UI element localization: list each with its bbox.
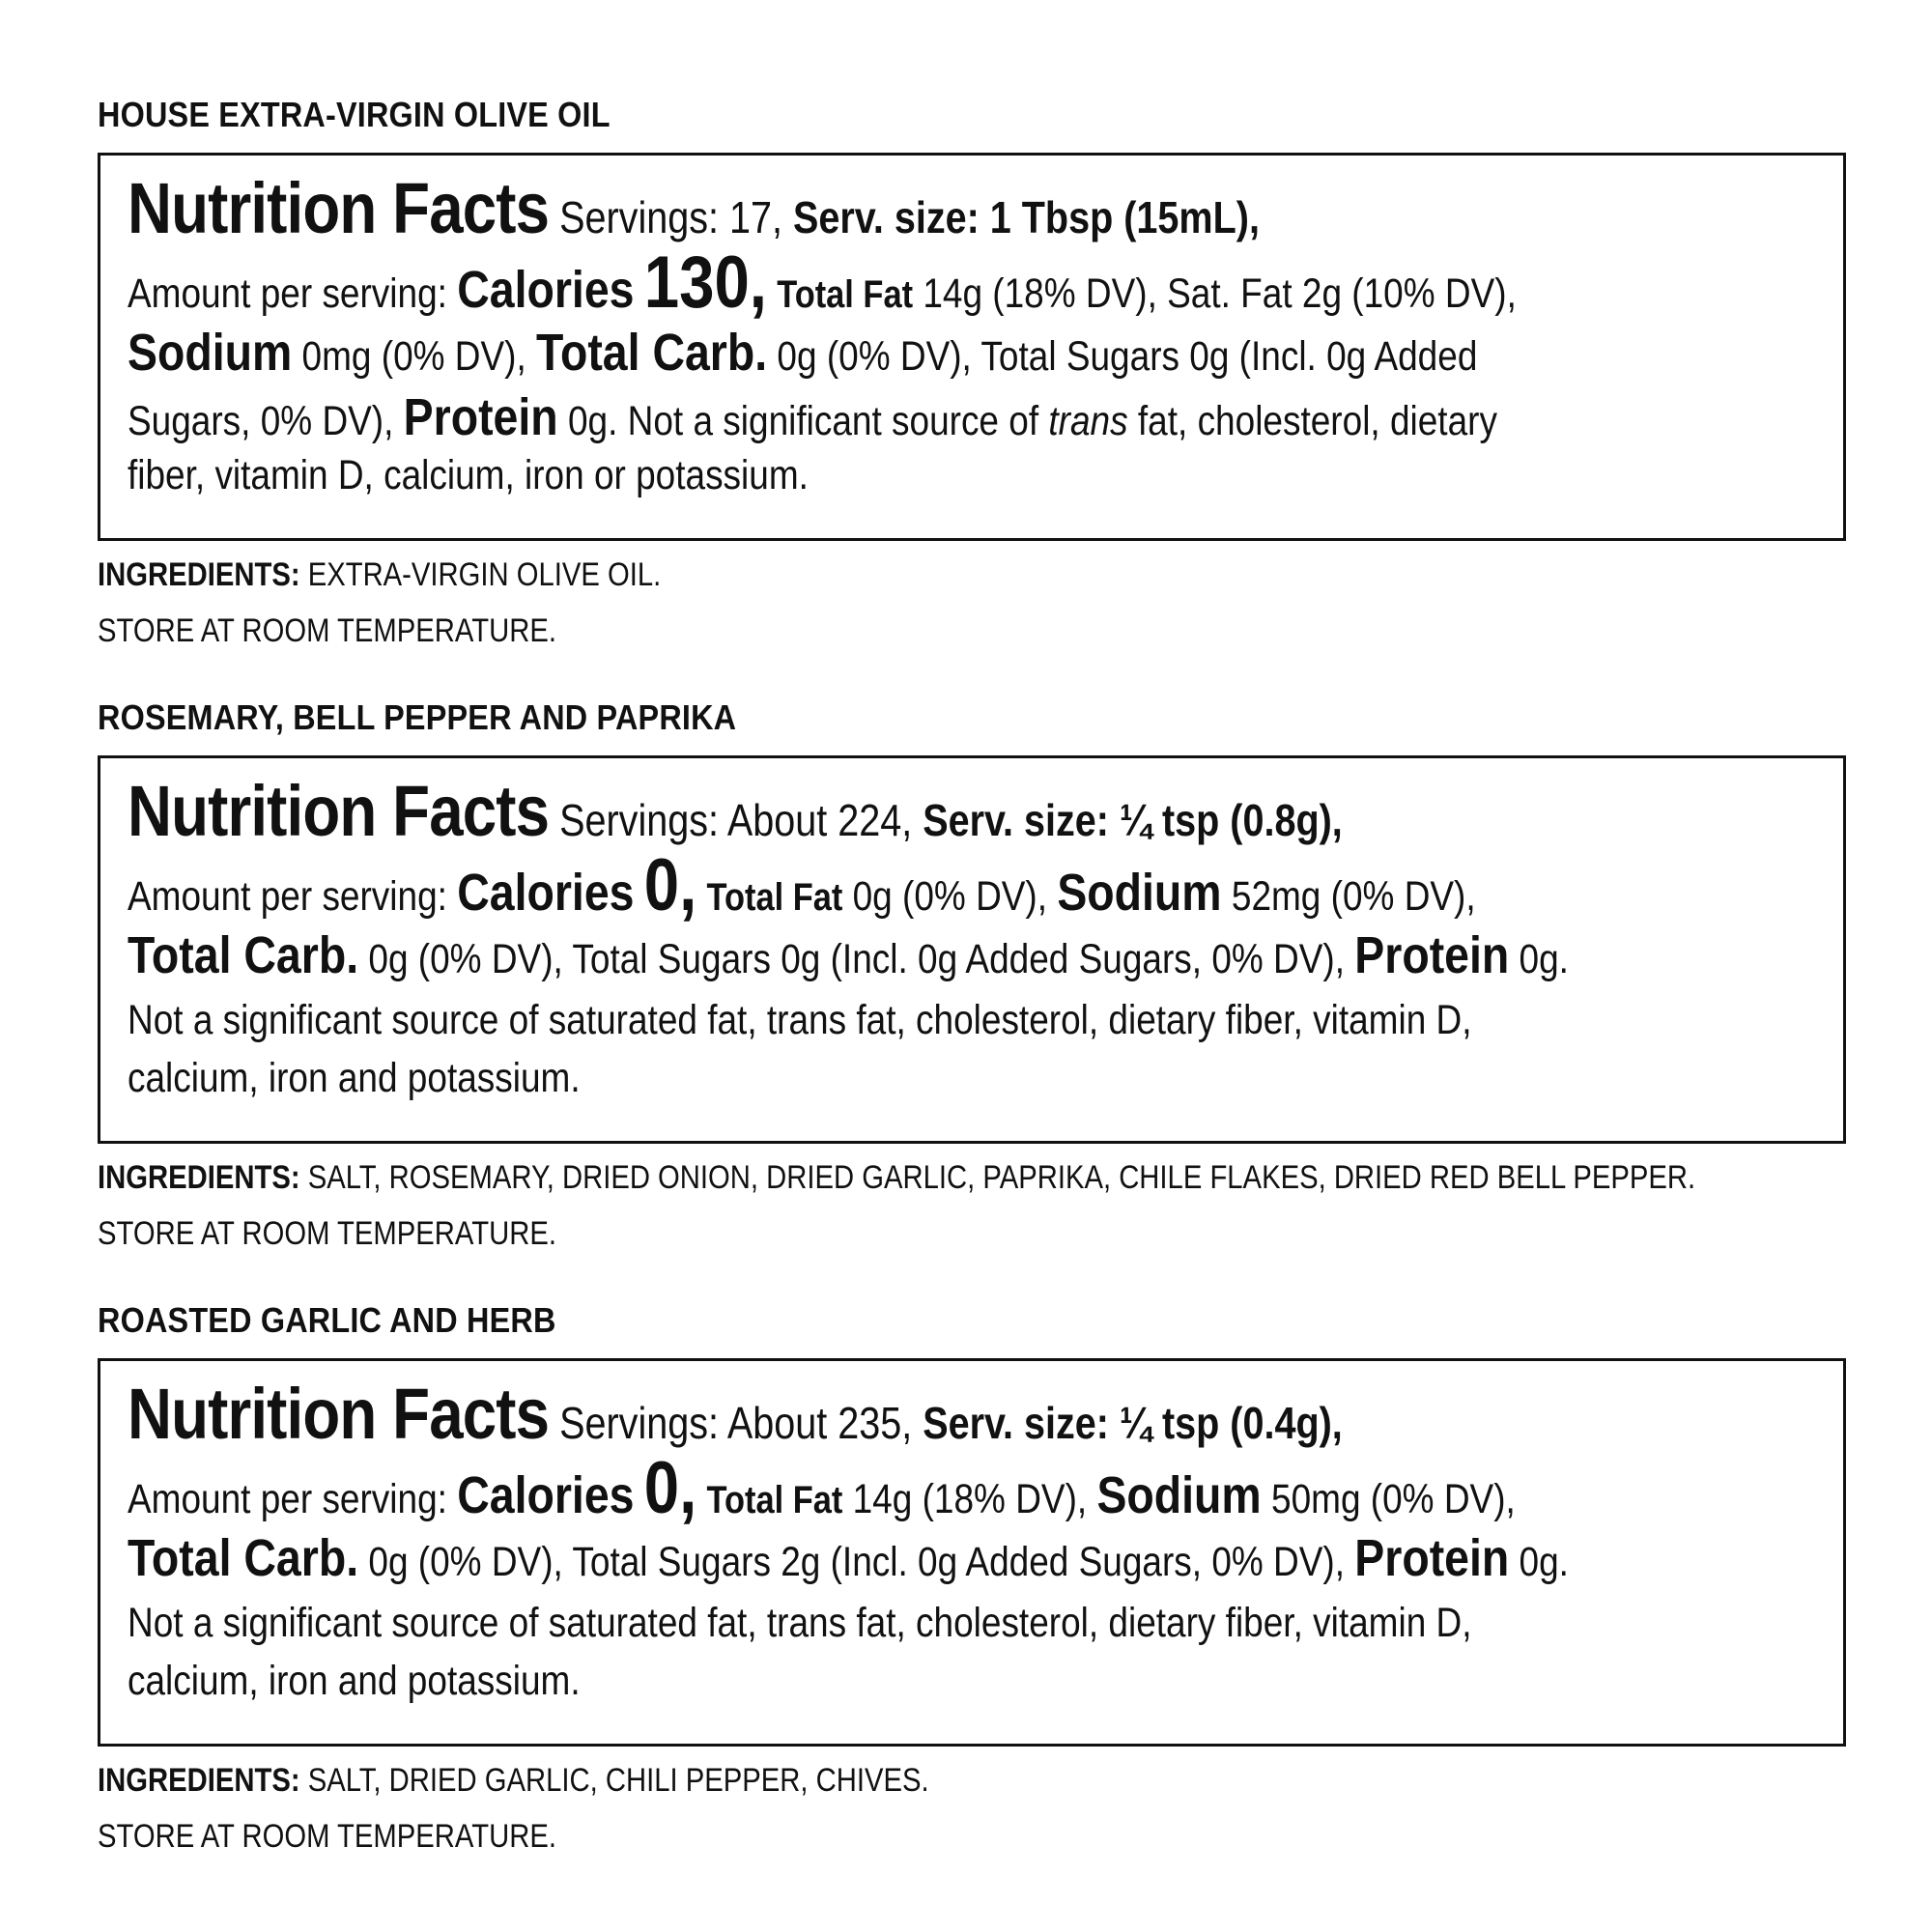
ingredients-list: EXTRA-VIRGIN OLIVE OIL. bbox=[307, 556, 662, 593]
protein-label: Protein bbox=[403, 388, 558, 446]
product-title: ROSEMARY, BELL PEPPER AND PAPRIKA bbox=[98, 697, 737, 737]
not-significant-continued: fiber, vitamin D, calcium, iron or potassium. bbox=[128, 452, 809, 498]
trans-italic: trans bbox=[1048, 398, 1128, 444]
ingredients-label: INGREDIENTS: bbox=[98, 1762, 300, 1799]
ingredients-label: INGREDIENTS: bbox=[98, 1159, 300, 1196]
nutrition-facts-heading: Nutrition Facts bbox=[128, 771, 550, 851]
product-section-rosemary bbox=[98, 692, 1846, 1262]
amount-label: Amount per serving: bbox=[128, 1476, 447, 1522]
nutrition-facts-heading: Nutrition Facts bbox=[128, 1374, 550, 1454]
amount-label: Amount per serving: bbox=[128, 270, 447, 317]
serving-size: Serv. size: 1 Tbsp (15mL), bbox=[793, 192, 1260, 242]
product-title: HOUSE EXTRA-VIRGIN OLIVE OIL bbox=[98, 95, 611, 134]
product-title: ROASTED GARLIC AND HERB bbox=[98, 1300, 556, 1340]
ingredients-line bbox=[98, 1752, 1842, 1808]
product-section-olive-oil bbox=[98, 89, 1846, 659]
ingredients-line bbox=[98, 547, 1842, 603]
total-carb-value: 0g (0% DV), Total Sugars 0g (Incl. 0g Added Sugars, 0% DV), bbox=[368, 936, 1346, 982]
storage-instructions: STORE AT ROOM TEMPERATURE. bbox=[98, 1818, 556, 1855]
not-significant-continued: calcium, iron and potassium. bbox=[128, 1658, 581, 1704]
total-fat-value: 14g (18% DV), bbox=[852, 1476, 1088, 1522]
servings: Servings: 17, bbox=[559, 192, 783, 242]
sodium-label: Sodium bbox=[1057, 864, 1222, 922]
ingredients-list: SALT, DRIED GARLIC, CHILI PEPPER, CHIVES. bbox=[307, 1762, 929, 1799]
calories-value: 130, bbox=[643, 242, 767, 324]
total-carb-label: Total Carb. bbox=[128, 926, 359, 984]
sodium-label: Sodium bbox=[128, 324, 293, 382]
not-significant-text: fat, cholesterol, dietary bbox=[1137, 398, 1497, 444]
ingredients-label: INGREDIENTS: bbox=[98, 556, 300, 593]
total-fat-label: Total Fat bbox=[706, 876, 843, 919]
calories-label: Calories bbox=[457, 864, 635, 922]
serving-size: Serv. size: ¼ tsp (0.4g), bbox=[923, 1398, 1343, 1448]
not-significant-text: Not a significant source of saturated fat, trans fat, cholesterol, dietary fiber, vitamin D, bbox=[128, 997, 1472, 1043]
sodium-value: 0mg (0% DV), bbox=[301, 333, 526, 380]
sodium-label: Sodium bbox=[1096, 1466, 1262, 1524]
storage-instructions: STORE AT ROOM TEMPERATURE. bbox=[98, 1215, 556, 1252]
nutrition-facts-panel bbox=[98, 1358, 1846, 1747]
not-significant-continued: calcium, iron and potassium. bbox=[128, 1055, 581, 1101]
calories-value: 0, bbox=[643, 844, 697, 926]
protein-value: 0g. bbox=[1519, 936, 1569, 982]
protein-value: 0g. bbox=[1519, 1539, 1569, 1585]
nutrition-facts-panel bbox=[98, 755, 1846, 1144]
product-section-garlic-herb bbox=[98, 1294, 1846, 1864]
sugars-text: Sugars, 0% DV), bbox=[128, 398, 394, 444]
protein-value: 0g. Not a significant source of bbox=[567, 398, 1039, 444]
total-carb-label: Total Carb. bbox=[128, 1529, 359, 1587]
total-fat-value: 14g (18% DV), Sat. Fat 2g (10% DV), bbox=[923, 270, 1517, 317]
serving-size: Serv. size: ¼ tsp (0.8g), bbox=[923, 795, 1343, 845]
sodium-value: 52mg (0% DV), bbox=[1231, 873, 1476, 920]
servings: Servings: About 235, bbox=[559, 1398, 913, 1448]
total-carb-value: 0g (0% DV), Total Sugars 2g (Incl. 0g Added Sugars, 0% DV), bbox=[368, 1539, 1346, 1585]
total-carb-value: 0g (0% DV), Total Sugars 0g (Incl. 0g Added bbox=[777, 333, 1478, 380]
total-carb-label: Total Carb. bbox=[536, 324, 768, 382]
ingredients-line bbox=[98, 1150, 1842, 1206]
nutrition-facts-panel bbox=[98, 153, 1846, 541]
total-fat-value: 0g (0% DV), bbox=[852, 873, 1048, 920]
calories-value: 0, bbox=[643, 1447, 697, 1529]
total-fat-label: Total Fat bbox=[706, 1479, 843, 1521]
calories-label: Calories bbox=[457, 1466, 635, 1524]
servings: Servings: About 224, bbox=[559, 795, 913, 845]
protein-label: Protein bbox=[1354, 1529, 1510, 1587]
nutrition-facts-heading: Nutrition Facts bbox=[128, 168, 550, 248]
ingredients-list: SALT, ROSEMARY, DRIED ONION, DRIED GARLIC, PAPRIKA, CHILE FLAKES, DRIED RED BELL PEPPER. bbox=[307, 1159, 1696, 1196]
calories-label: Calories bbox=[457, 261, 635, 319]
amount-label: Amount per serving: bbox=[128, 873, 447, 920]
storage-instructions: STORE AT ROOM TEMPERATURE. bbox=[98, 612, 556, 649]
sodium-value: 50mg (0% DV), bbox=[1271, 1476, 1516, 1522]
total-fat-label: Total Fat bbox=[777, 273, 914, 316]
protein-label: Protein bbox=[1354, 926, 1510, 984]
not-significant-text: Not a significant source of saturated fat, trans fat, cholesterol, dietary fiber, vitamin D, bbox=[128, 1600, 1472, 1646]
